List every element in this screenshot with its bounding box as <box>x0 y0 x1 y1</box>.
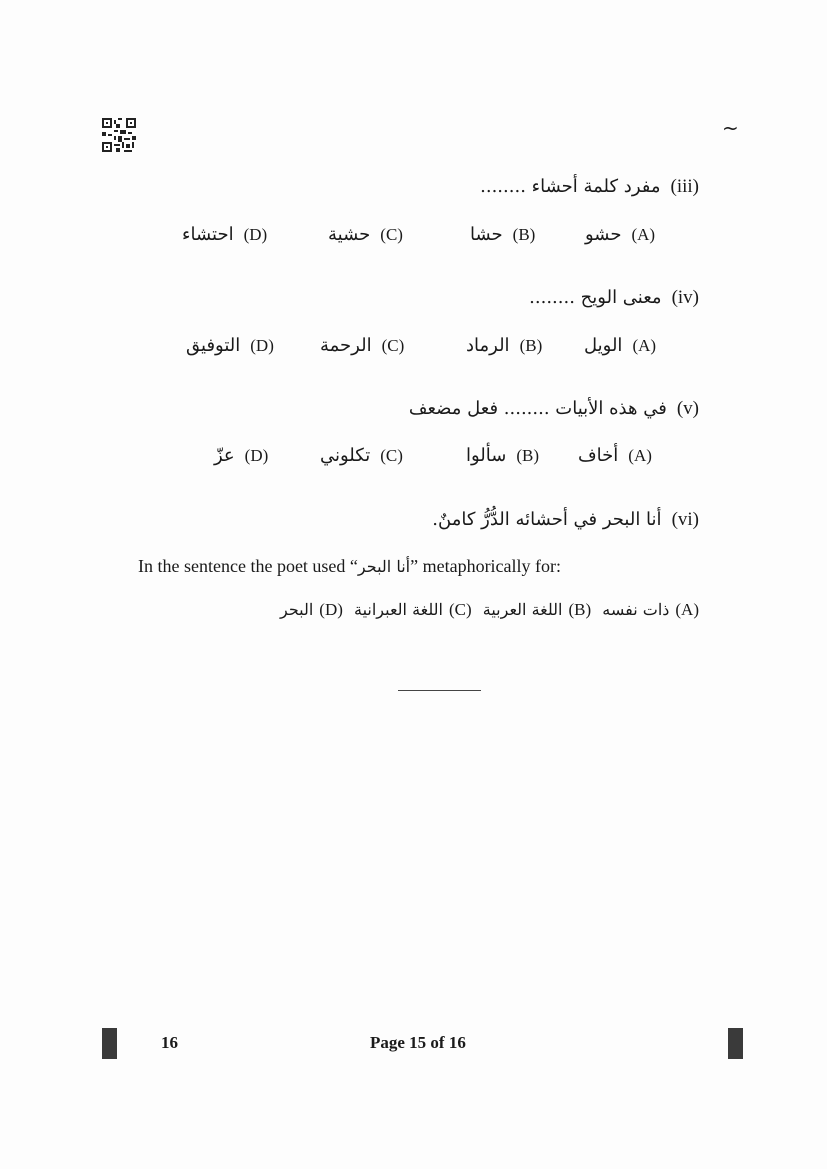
question-text: في هذه الأبيات ........ فعل مضعف <box>408 398 667 419</box>
option-text: احتشاء <box>182 224 234 245</box>
option-d-label: (D) <box>319 600 343 619</box>
option-b-text: اللغة العربية <box>482 600 563 619</box>
option-d <box>214 445 268 466</box>
registration-mark-left <box>102 1028 117 1059</box>
option-label: (A) <box>631 225 656 244</box>
question-number: (iv) <box>671 287 699 308</box>
option-d <box>186 335 274 356</box>
page-of: Page 15 of 16 <box>370 1033 466 1052</box>
option-text: أخاف <box>578 445 619 466</box>
option-label: (B) <box>512 225 536 244</box>
question-text: مفرد كلمة أحشاء ........ <box>480 176 661 197</box>
registration-mark-right <box>728 1028 743 1059</box>
prompt-quote: أنا البحر <box>357 557 411 576</box>
page-number: 16 <box>161 1033 178 1052</box>
question-number: (iii) <box>670 176 699 197</box>
prompt-text: ” metaphorically for: <box>410 556 562 576</box>
option-b <box>470 224 535 245</box>
option-label: (C) <box>381 336 405 355</box>
question-number: (v) <box>676 398 699 419</box>
question-text: أنا البحر في أحشائه الدُّرُّ كامنٌ. <box>432 509 662 530</box>
end-rule <box>398 690 481 691</box>
option-text: التوفيق <box>186 335 241 356</box>
option-a <box>584 335 656 356</box>
option-text: تكلوني <box>320 445 371 466</box>
option-label: (B) <box>519 336 543 355</box>
option-c <box>320 445 403 466</box>
option-a-text: ذات نفسه <box>602 600 670 619</box>
question-v <box>409 398 699 420</box>
option-text: سألوا <box>466 445 507 466</box>
options-row-vi <box>274 600 699 620</box>
option-b-label: (B) <box>568 600 592 619</box>
option-c-label: (C) <box>449 600 472 619</box>
corner-mark: ~ <box>722 116 739 140</box>
option-c-text: اللغة العبرانية <box>354 600 443 619</box>
option-label: (C) <box>380 446 403 465</box>
question-text: معنى الويح ........ <box>529 287 662 308</box>
option-label: (B) <box>516 446 540 465</box>
option-text: حشو <box>585 224 622 245</box>
question-iv <box>529 287 699 309</box>
option-a <box>585 224 655 245</box>
question-vi <box>432 509 699 531</box>
qr-code-icon <box>102 118 136 152</box>
option-d-text: البحر <box>279 600 314 619</box>
option-label: (A) <box>632 336 657 355</box>
option-text: حشية <box>328 224 371 245</box>
option-b <box>466 335 542 356</box>
question-iii <box>480 176 699 198</box>
option-text: عزّ <box>214 445 235 466</box>
option-d <box>182 224 267 245</box>
option-label: (D) <box>244 446 269 465</box>
english-prompt <box>138 556 561 577</box>
option-label: (C) <box>380 225 403 244</box>
option-c <box>328 224 403 245</box>
option-text: الرحمة <box>320 335 372 356</box>
question-number: (vi) <box>671 509 699 530</box>
option-text: الرماد <box>466 335 510 356</box>
option-text: الويل <box>584 335 623 356</box>
option-label: (D) <box>243 225 268 244</box>
option-text: حشا <box>470 224 503 245</box>
option-c <box>320 335 404 356</box>
option-a-label: (A) <box>675 600 699 619</box>
option-label: (A) <box>628 446 652 465</box>
option-label: (D) <box>250 336 274 355</box>
prompt-text: In the sentence the poet used “ <box>138 556 358 576</box>
option-b <box>466 445 539 466</box>
option-a <box>578 445 652 466</box>
